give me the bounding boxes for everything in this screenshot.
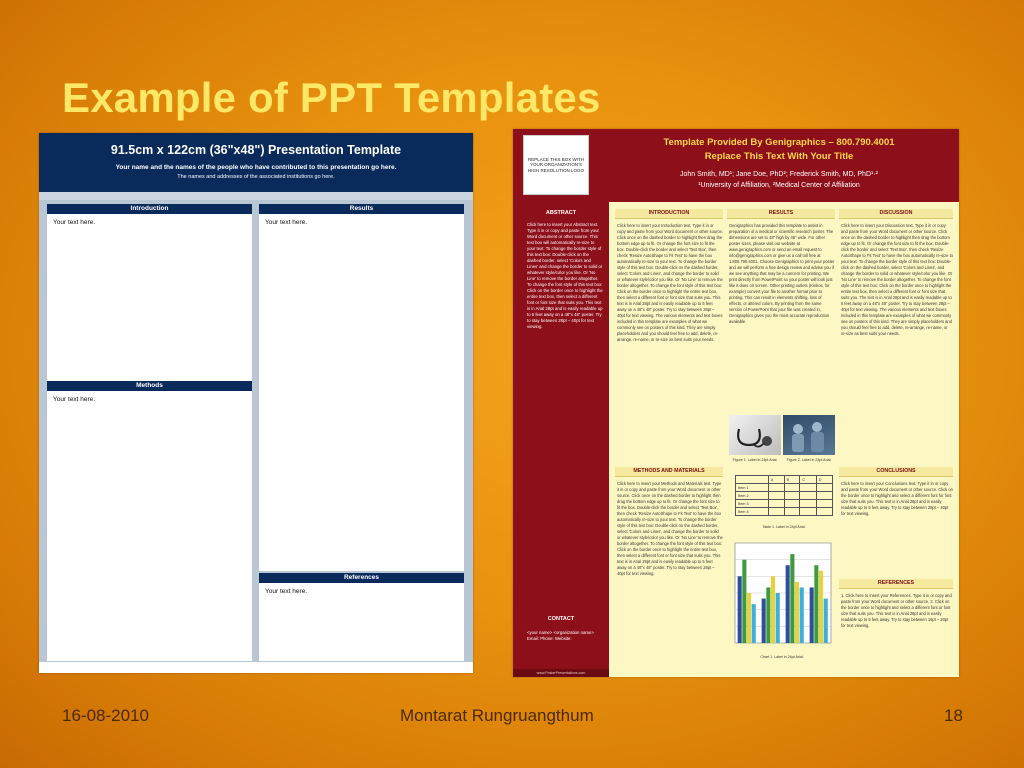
panel-text: Your text here. — [53, 219, 96, 226]
table-row-label: Item 3 — [736, 500, 769, 508]
poster-authors: John Smith, MD¹; Jane Doe, PhD²; Frederick Smith, MD, PhD¹·² — [680, 171, 878, 178]
poster-subtitle: Your name and the names of the people who have contributed to this presentation go here. — [115, 164, 397, 171]
poster-header — [513, 129, 959, 202]
chart-bar — [742, 560, 746, 643]
poster-sidebar — [513, 202, 609, 677]
discussion-text: Click here to insert your Discussion text. Type it in or copy and paste from your Word document or other source. Click once on the dashed border to highlight then drag the bottom edge up to fit. Or change the font size to fit the box. Double-click the border and select 'Text Box', then check 'Resize AutoShape to Fit Text' to have the box automatically re-size to your text. To change the border style of this text box: Double-click on the dashed border, select 'Colors and Lines', and change the border to solid or whatever style/color you like. Or 'No Line' to remove the border altogether. To change the font style of this text box: Click on the border once to highlight the entire text box, then select a different font or font size that suits you. The text is in Arial 28pt and is easily readable up to 5 feet away on a 48"x 48" poster. Try to stay between 28pt – 40pt for text viewing. The various elements and text boxes included in this template are examples of what we commonly see on posters of this kind. They are simply placeholders and you should feel free to add, delete, re-arrange, re-name, or re-size as best suits your needs. — [841, 223, 953, 336]
footer-date: 16-08-2010 — [62, 706, 149, 725]
data-table — [735, 475, 833, 516]
table-header-cell: B — [784, 476, 800, 484]
panel-references — [259, 573, 464, 661]
chart-bar — [800, 587, 804, 643]
panel-heading: Methods — [47, 381, 252, 391]
figure-1-image — [729, 415, 781, 455]
table-header-cell: D — [816, 476, 832, 484]
poster-website: www.PosterPresentations.com — [513, 669, 609, 677]
poster-template-blue — [39, 133, 473, 673]
panel-heading: Introduction — [47, 204, 252, 214]
chart-bar — [766, 587, 770, 643]
abstract-text: Click here to insert your Abstract text. Type it in or copy and paste from your Word document or other source. This text box will automatically re-size to your text. To change the border style of this text box: Double-click on the dashed border, select 'Colors and Lines' and change the border to solid or whatever style/color you like. Or 'No Line' to remove the border altogether. To change the font style of this text box: Click on the border once to highlight the entire text box, then select a different font or font size that suits you. This text is in Arial 28pt and is easily readable up to 5 feet away on a 48"x 48" poster. Try to stay between 28pt – 40pt for text viewing. — [527, 222, 603, 329]
chart-bar — [790, 554, 794, 643]
chart-bar — [819, 571, 823, 643]
poster-footer-strip — [39, 662, 473, 673]
logo-placeholder: REPLACE THIS BOX WITH YOUR ORGANIZATION'S HIGH RESOLUTION LOGO — [523, 135, 589, 195]
panel-results — [259, 204, 464, 571]
table-header-cell — [736, 476, 769, 484]
results-heading: RESULTS — [727, 209, 835, 219]
conclusions-text: Click here to insert your Conclusions text. Type it in or copy and paste from your Word document or other source. Click on the border once to highlight and select a different font for font size that suits you. This text is in Arial 28pt and is easily readable up to 5 feet away. Try to stay between 28pt – 40pt for text viewing. — [841, 481, 953, 516]
poster-title: 91.5cm x 122cm (36"x48") Presentation Template — [110, 143, 402, 157]
figure-1-caption: Figure 1. Label in 24pt Arial. — [732, 458, 778, 462]
introduction-heading: INTRODUCTION — [615, 209, 723, 219]
results-text: Genigraphics has provided this template to assist in preparation of a medical or scientific research poster. The dimensions are set to 48" high by 48" wide. For other poster sizes, please visit our website at www.genigraphics.com or send an email request to info@genigraphics.com or give us a call toll free at 1.800.790.4001. Choose Genigraphics to print your poster and we will perform a free design review and advise you if we see anything that may be a concern for printing. We print directly from PowerPoint so your poster will look just like it does on screen. Other printing outlets (Kinkos, for example) convert your file to another format prior to printing. This can result in elements shifting, loss of effects, or altered colors. By printing from the same version of PowerPoint that your file was created in, Genigraphics gives you the most accurate reproduction available. — [729, 223, 835, 324]
table-row-label: Item 2 — [736, 492, 769, 500]
panel-methods — [47, 381, 252, 661]
chart-bar — [762, 599, 766, 643]
discussion-heading: DISCUSSION — [839, 209, 953, 219]
poster-title-line2: Replace This Text With Your Title — [704, 151, 854, 162]
chart-bar — [747, 593, 751, 643]
methods-heading: METHODS AND MATERIALS — [615, 467, 723, 477]
panel-heading: References — [259, 573, 464, 583]
footer-page-number: 18 — [944, 706, 963, 725]
poster-header — [39, 133, 473, 192]
panel-heading: Results — [259, 204, 464, 214]
footer-author: Montarat Rungruangthum — [400, 706, 594, 725]
poster-affiliations: ¹University of Affiliation, ²Medical Center of Affiliation — [698, 182, 860, 189]
poster-title-line1: Template Provided By Genigraphics – 800.790.4001 — [663, 137, 895, 148]
methods-text: Click here to insert your Methods and Materials text. Type it in or copy and paste from your Word document or other source. Click once on the dashed border to highlight then drag the bottom edge up to fit. Or change the font size to fit the box. Double-click the border and select 'Text Box', then check 'Resize AutoShape to Fit Text' to have the box automatically re-size to your text. To change the border style of this text box: Double-click on the dashed border, select 'Colors and Lines', and change the border to solid or whatever style/color you like. Or 'No Line' to remove the border altogether. To change the font style of this text box: Click on the border once to highlight the entire text box, then select a different font or font size that suits you. This text is in Arial 28pt and is easily readable up to 5 feet away on a 48"x 48" poster. Try to stay between 28pt – 40pt for text viewing. — [617, 481, 723, 576]
table-row — [736, 492, 833, 500]
panel-text: Your text here. — [265, 219, 308, 226]
table-header-cell: C — [800, 476, 816, 484]
chart-bar — [786, 565, 790, 643]
poster-title — [609, 136, 949, 164]
poster-authors-block — [609, 169, 949, 191]
table-row — [736, 484, 833, 492]
contact-text: <your name> <organization name> Email: Phone: Website: — [527, 630, 594, 641]
stethoscope-icon — [729, 415, 781, 455]
table-header-row — [736, 476, 833, 484]
figure-2-caption: Figure 2. Label in 24pt Arial. — [786, 458, 832, 462]
table-header-cell: A — [768, 476, 784, 484]
slide-title: Example of PPT Templates — [62, 74, 601, 121]
bar-chart — [729, 537, 835, 653]
references-heading: REFERENCES — [839, 579, 953, 589]
figure-2-image — [783, 415, 835, 455]
poster-institutions: The names and addresses of the associated institutions go here. — [177, 174, 335, 180]
panel-text: Your text here. — [53, 396, 96, 403]
table-row — [736, 500, 833, 508]
chart-bar — [795, 582, 799, 643]
table-caption: Table 1. Label in 24pt Arial. — [762, 525, 806, 529]
chart-bar — [824, 599, 828, 643]
table-row-label: Item 4 — [736, 508, 769, 516]
chart-bar — [771, 576, 775, 643]
contact-heading: CONTACT — [547, 616, 575, 622]
chart-bar — [814, 565, 818, 643]
references-text: 1. Click here to insert your References. Type it in or copy and paste from your Word document or other source. 2. Click on the border once to highlight and select a different font or font size that suits you. This text is in Arial 28pt and is easily readable up to 5 feet away. Try to stay between 16pt – 20pt for text viewing. — [841, 593, 952, 628]
table-row-label: Item 1 — [736, 484, 769, 492]
abstract-heading: ABSTRACT — [545, 210, 577, 216]
conclusions-heading: CONCLUSIONS — [839, 467, 953, 477]
poster-band — [39, 192, 473, 200]
introduction-text: Click here to insert your Introduction text. Type it in or copy and paste from your Word document or other source. Click once on the dashed border to highlight then drag the bottom edge up to fit. Or change the font size to fit the box. Double-click the border and select 'Text Box', then check 'Resize AutoShape to Fit Text' to have the box automatically re-size to your text. To change the border style of this text box: Double-click on the dashed border, select 'Colors and Lines', and change the border to solid or whatever style/color you like. Or 'No Line' to remove the border altogether. To change the font style of this text box: Click on the border once to highlight the entire text box, then select a different font or font size that suits you. This text is in Arial 28pt and is easily readable up to 5 feet away on a 48"x 48" poster. Try to stay between 28pt – 40pt for text viewing. The various elements and text boxes included in this template are examples of what we commonly see on posters of this kind. They are simply placeholders and you should feel free to add, delete, re-arrange, re-name, or re-size as best suits your needs. — [617, 223, 723, 342]
chart-bar — [776, 593, 780, 643]
chart-bar — [738, 576, 742, 643]
poster-template-red — [513, 129, 959, 677]
chart-bar — [810, 587, 814, 643]
poster-body — [39, 200, 473, 673]
panel-text: Your text here. — [265, 588, 308, 595]
chart-bar — [752, 604, 756, 643]
chart-caption: Chart 1. Label in 24pt Arial. — [760, 655, 804, 659]
table-row — [736, 508, 833, 516]
surgeons-icon — [783, 415, 835, 455]
